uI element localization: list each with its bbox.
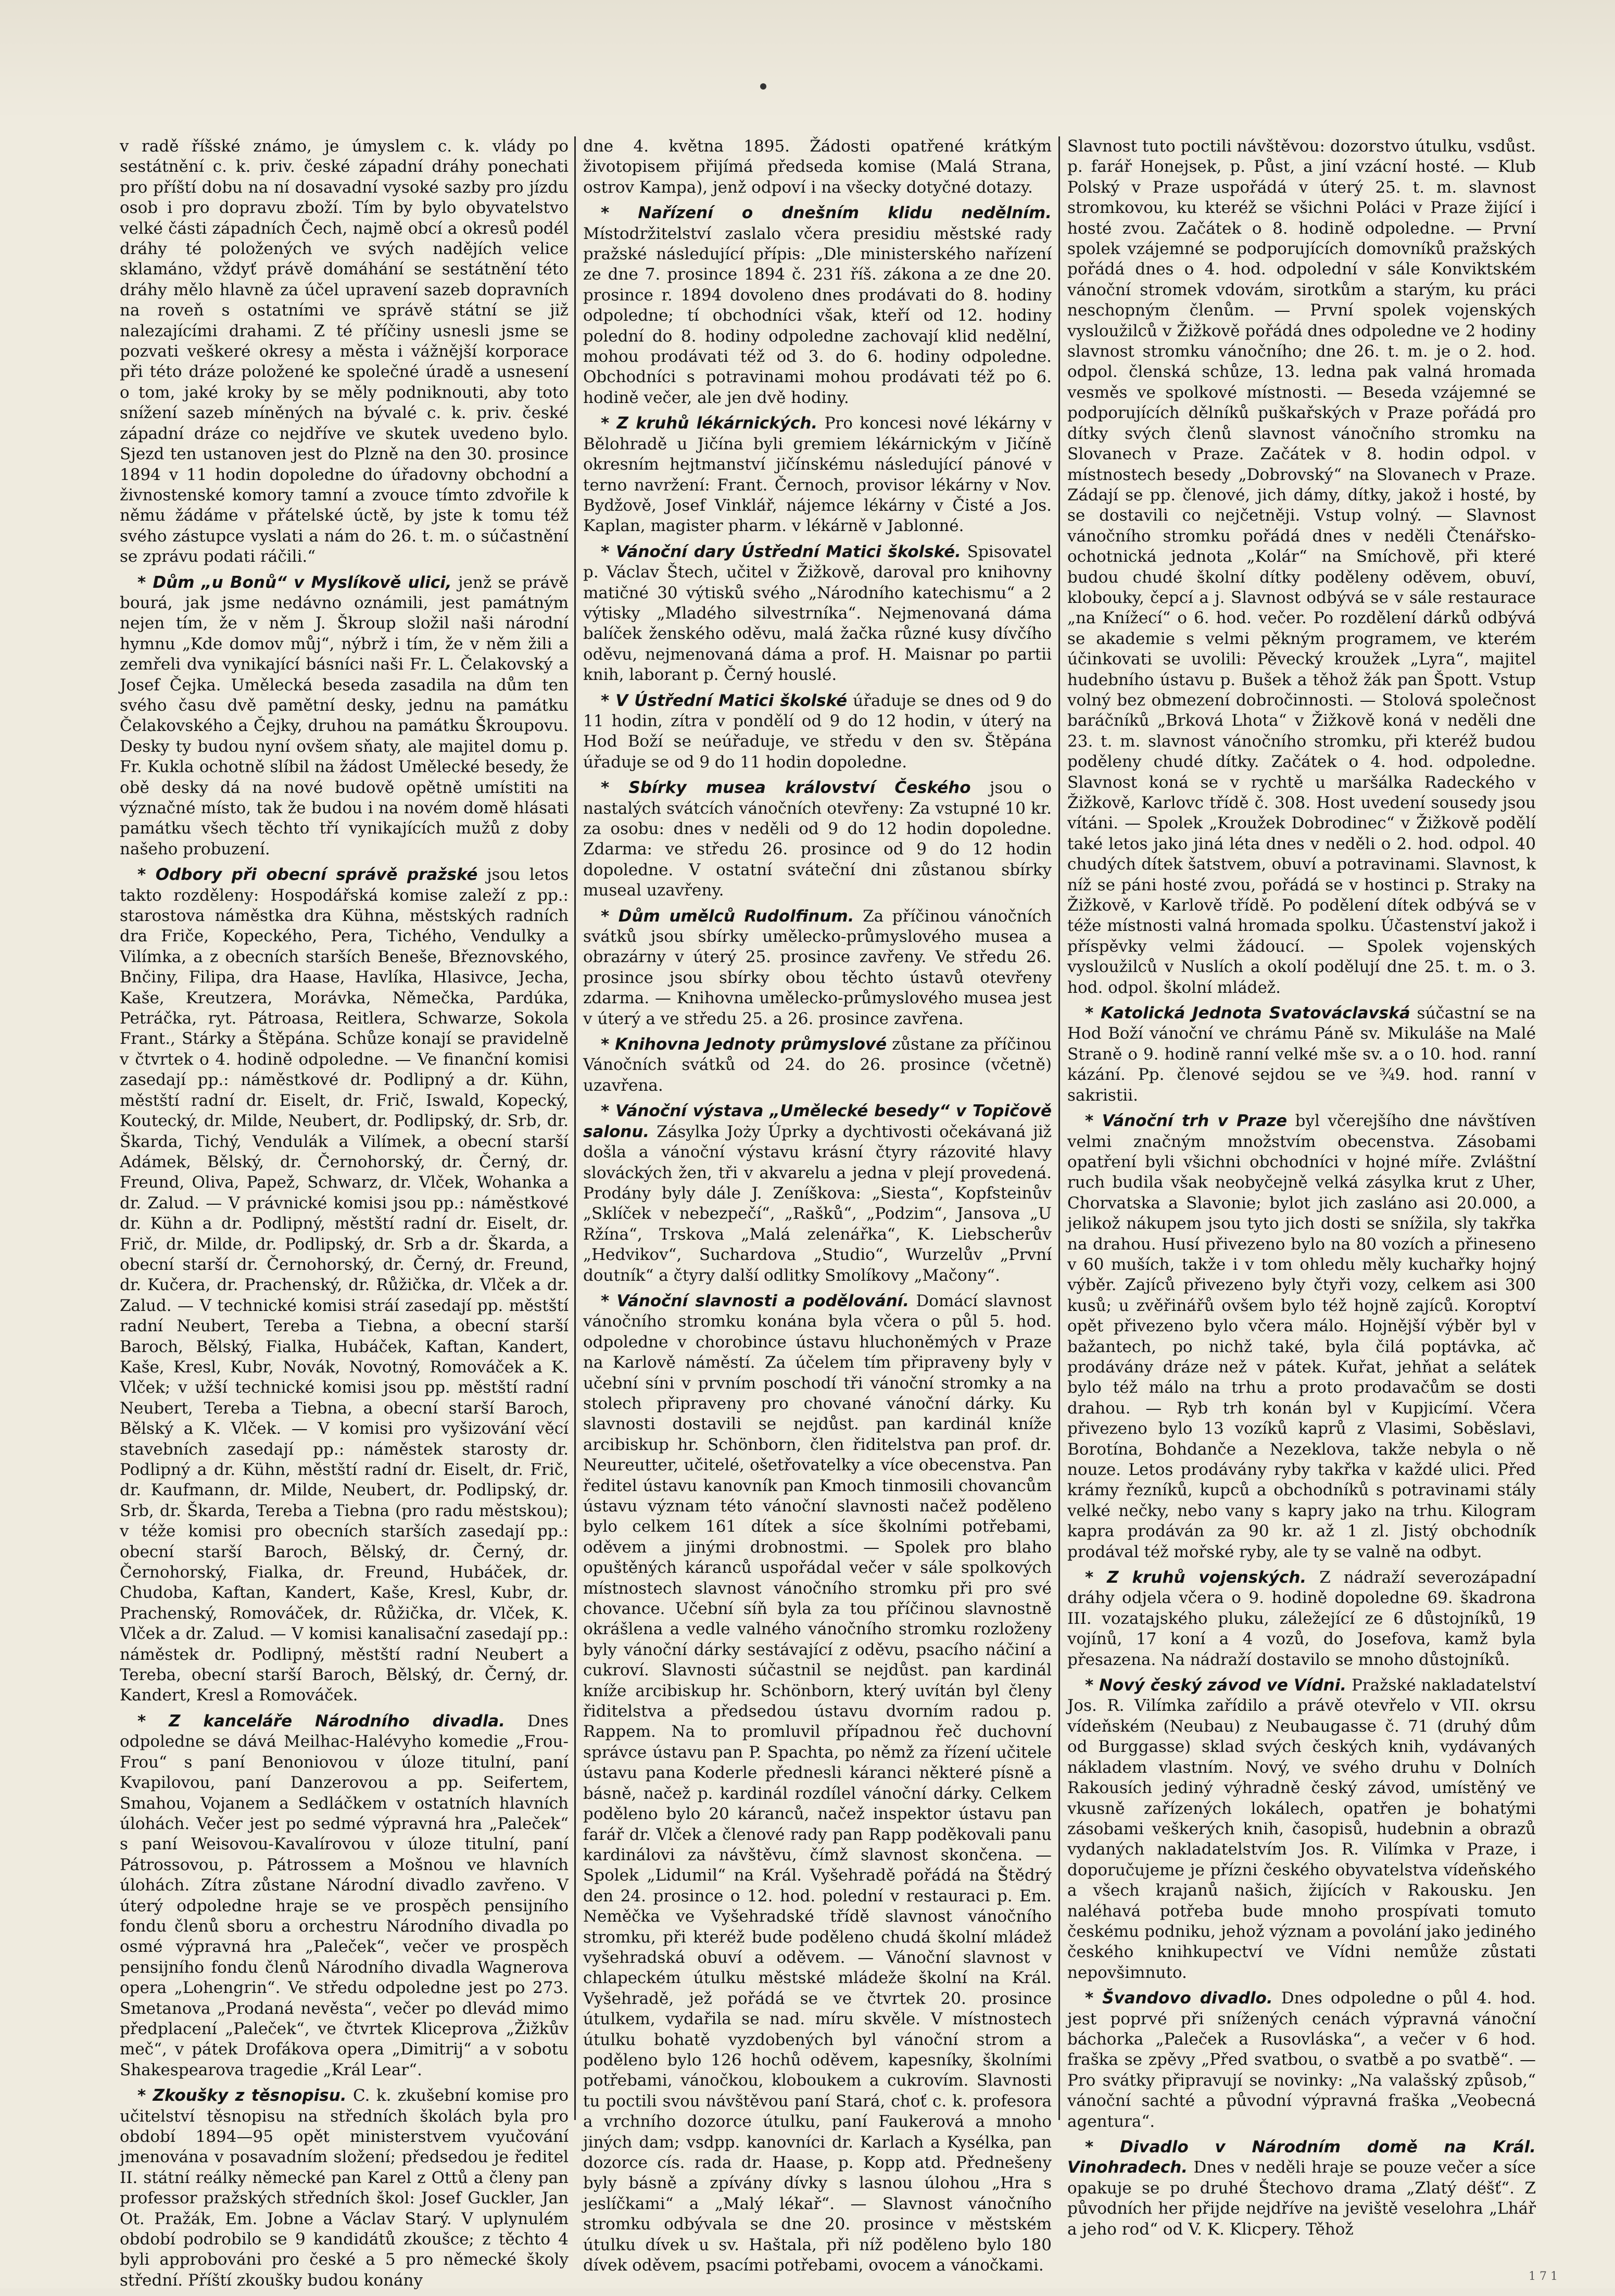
article: [120, 1711, 569, 2080]
article: [583, 778, 1052, 901]
article-heading: * Knihovna Jednoty průmyslové: [601, 1035, 887, 1054]
article-body: jsou letos takto rozděleny: Hospodářská komise zaleží z pp.: starostova náměstka dra Kühna, městských radních dra Friče, Kopeckého, Pera, Tichého, Vendulky a Vilímka, a z obecních starších Beneše, Březnovského, Bnčiny, Filipa, dra Haase, Havlíka, Hlasivce, Jecha, Kaše, Kreutzera, Morávka, Němečka, Pardúka, Petráčka, ryt. Pátroasa, Reitlera, Schwarze, Sokola Frant., Stárky a Štěpána. Schůze konají se pravidelně v čtvrtek o 4. hodině odpoledne. — Ve finanční komisi zasedají pp.: náměstkové dr. Podlipný a dr. Kühn, městští radní dr. Eiselt, dr. Frič, Iswald, Kopecký, Koutecký, dr. Milde, Neubert, dr. Podlipský, dr. Srb, dr. Škarda, Tichý, Vendulák a Vilímek, a obecní starší Adámek, Bělský, dr. Černohorský, dr. Černý, dr. Freund, Oliva, Papež, Schwarz, dr. Vlček, Wohanka a dr. Zalud. — V právnické komisi jsou pp.: náměstkové dr. Kühn a dr. Podlipný, městští radní dr. Eiselt, dr. Frič, dr. Milde, dr. Podlipský, dr. Srb a dr. Škarda, a obecní starší dr. Černohorský, dr. Černý, dr. Freund, dr. Kučera, dr. Prachenský, dr. Růžička, dr. Vlček a dr. Zalud. — V technické komisi stráí zasedají pp. městští radní Neubert, Tereba a Tiebna, a obecní starší Baroch, Bělský, Fialka, Hubáček, Kaftan, Kandert, Kaše, Kresl, Kubr, Novák, Novotný, Romováček a K. Vlček; v užší technické komisi jsou pp. městští radní Neubert, Tereba a Tiebna, a obecní starší Baroch, Bělský a K. Vlček. — V komisi pro vyšizování věcí stavebních zasedají pp.: náměstek starosty dr. Podlipný a dr. Kühn, městští radní dr. Eiselt, dr. Frič, dr. Kaufmann, dr. Milde, Neubert, dr. Podlipský, dr. Srb, dr. Škarda, Tereba a Tiebna (pro radu městskou); v téže komisi pro obecních starších zasedají pp.: obecní starší Baroch, Bělský, dr. Černý, dr. Černohorský, Fialka, dr. Freund, Hubáček, dr. Chudoba, Kaftan, Kandert, Kaše, Kresl, Kubr, dr. Prachenský, Romováček, dr. Růžička, dr. Vlček, K. Vlček a dr. Zalud. — V komisi kanalisační zasedají pp.: náměstek dr. Podlipný, městští radní Neubert a Tereba, obecní starší Baroch, Bělský, dr. Černý, dr. Kandert, Kresl a Romováček.: [120, 865, 569, 1705]
article: [583, 542, 1052, 686]
article-heading: * Švandovo divadlo.: [1085, 1989, 1273, 2008]
article-heading: * Divadlo v Národním domě na Král. Vinohradech.: [1067, 2138, 1536, 2177]
article: [583, 413, 1052, 536]
article-body: Zásylka Joży Úprky a dychtivosti očekávaná již došla a vánoční výstavu krásní čtyry rázovité hlavy slováckých žen, tři v akvarelu a jedna v plejí provedená. Prodány byly dále J. Zeníškova: „Siesta“, Kopfsteinův „Sklíček v nebezpečí“, „Rašků“, „Podzim“, Jansova „U Ržína“, Trskova „Malá zelenářka“, K. Liebscherův „Hedvikov“, Suchardova „Studio“, Wurzelův „První doutník“ a čtyry další odlitky Smolíkovy „Mačony“.: [583, 1122, 1052, 1285]
article: [120, 573, 569, 860]
article-body: úřaduje se dnes od 9 do 11 hodin, zítra v pondělí od 9 do 12 hodin, v úterý na Hod Boží se neúřaduje, ve středu v den sv. Štěpána úřaduje se od 9 do 11 hodin dopoledne.: [583, 691, 1052, 772]
article-heading: * Dům umělců Rudolfinum.: [601, 906, 854, 926]
article-body: byl včerejšího dne návštíven velmi značným množstvím obecenstva. Zásobami opatření byli všichni obchodníci v hojné míře. Zvláštní ruch budila však neobyčejně velká zásylka krut z Uher, Chorvatska a Slavonie; bylot jich zasláno asi 20.000, a jelikož nákupem jsou tyto jich dosti se snížila, sly takřka na drahou. Husí přivezeno bylo na 80 vozích a přineseno v 60 muších, takže i v tom ohledu měly kuchařky hojný výběr. Zajíců přivezeno byly čtyři vozy, celkem asi 300 kusů; u zvěřinářů ovšem bylo též hojně zajíců. Koroptví opět přivezeno bylo včera málo. Hojnější výběr byl v bažantech, po nichž také, byla čilá poptávka, ač prodávány dráze než v pátek. Kuřat, jehňat a selátek bylo též málo na trhu a proto prodavačům se dosti drahou. — Ryb trh konán byl v Kupjicímí. Včera přivezeno bylo 13 vozíků kaprů z Vlasimi, Soběslavi, Borotína, Bohdanče a Nezeklova, takže nebyla o ně nouze. Letos prodávány ryby takřka v každé ulici. Před krámy řezníků, kupců a obchodníků s potravinami stály velké nečky, nebo vany s kapry jako na trhu. Kilogram kapra prodáván za 90 kr. až 1 zl. Jistý obchodník prodával též mořské ryby, ale ty se valně na odbyt.: [1067, 1112, 1536, 1561]
article-paragraph: Slavnost tuto poctili návštěvou: dozorstvo útulku, vsdůst. p. farář Honejsek, p. Půst, a jiní vzácní hosté. — Klub Polský v Praze uspořádá v úterý 25. t. m. slavnost stromkovou, ku kteréž se všichni Poláci v Praze žijící i hosté zvou. Začátek o 8. hodině odpoledne. — První spolek vzájemné se podporujících domovníků pražských pořádá dnes o 4. hod. odpolední v sále Konviktském vánoční stromek vdovám, sirotkům a starým, ku práci neschopným členům. — První spolek vojenských vysloužilců v Žižkově pořádá dnes odpoledne ve 2 hodiny slavnost stromku vánočního; dne 26. t. m. je o 2. hod. odpol. členská schůze, 13. ledna pak valná hromada vesměs ve spolkové místnosti. — Beseda vzájemné se podporujících dělníků puškařských v Praze pořádá pro dítky svých členů slavnost vánočního stromku na Slovanech v Praze. Začátek v 8. hodin odpol. v místnostech besedy „Dobrovský“ na Slovanech v Praze. Zádají se pp. členové, jich dámy, dítky, jakož i hosté, by se dostavili co nejčetněji. Vstup volný. — Slavnost vánočního stromku pořádá dnes v neděli Čtenářsko-ochotnická jednota „Kolár“ na Smíchově, při které budou chudé školní dítky poděleny oděvem, obuví, klobouky, čepcí a j. Slavnost odbývá se v sále restaurace „na Knížecí“ o 6. hod. večer. Po rozdělení dárků odbývá se akademie s velmi pěkným programem, ve kterém účinkovati se uvolili: Pěvecký kroužek „Lyra“, majitel hudebního ústavu p. Bušek a těhož žák pan Špott. Vstup volný bez obmezení dobročinnosti. — Stolová společnost baráčníků „Brková Lhota“ v Žižkově koná v neděli dne 23. t. m. slavnost vánočního stromku, při kteréž budou poděleny chudé dítky. Začátek o 4. hod. odpoledne. Slavnost koná se v rychtě u maršálka Radeckého v Žižkově, Karlovc třídě č. 308. Host uvedení sousedy jsou vítáni. — Spolek „Kroužek Dobrodinec“ v Žižkově podělí také letos jako jiná léta dnes v neděli o 2. hod. odpol. 40 chudých dítek šatstvem, obuví a potravinami. Slavnost, k níž se páni hosté zvou, pořádá se v hostinci p. Straky na Žižkově, v Karlově třídě. Po podělení dítek odbývá se v téže místnosti valná hromada spolku. Účastenství jakož i příspěvky velmi žádoucí. — Spolek vojenských vysloužilců v Nuslích a okolí podělují dne 25. t. m. o 3. hod. odpol. školní mládež.: [1067, 137, 1536, 997]
article-body: Domácí slavnost vánočního stromku konána byla včera o půl 5. hod. odpoledne v chorobince ústavu hluchoněmých v Praze na Karlově náměstí. Za účelem tím připraveny byly v učební síni v prvním poschodí tři vánoční stromky a na stolech připraveny pro chované vánoční dárky. Ku slavnosti dostavili se nejdůst. pan kardinál kníže arcibiskup hr. Schönborn, člen řiditelstva pan prof. dr. Neureutter, učitelé, ošetřovatelky a více obecenstva. Pan ředitel ústavu kanovník pan Kmoch tinmosili chovancům ústavu význam této vánoční slavnosti načež poděleno bylo celkem 161 dítek a síce školními potřebami, oděvem a jinými drobnostmi. — Spolek pro blaho opuštěných káranců uspořádal večer v sále spolkových místnostech slavnost vánočního stromku při pro své chovance. Učební síň byla za tou příčinou slavnostně okrášlena a vedle valného vánočního stromku rozloženy byly vánoční dárky sestávající z oděvu, psacího náčiní a cukroví. Slavnosti súčastnil se nejdůst. pan kardinál kníže arcibiskup hr. Schönborn, který uvítán byl členy řiditelstva a předsedou ústavu dvorním radou p. Rappem. Na to promluvil případnou řeč duchovní správce ústavu pan P. Spachta, po němž za řízení učitele ústavu pana Koderle přednesli káranci některé písně a básně, načež p. kardinál rozdílel vánoční dárky. Celkem poděleno bylo 20 káranců, načež inspektor ústavu pan farář dr. Vlček a členové rady pan Rapp poděkovali panu kardinálovi za návštěvu, čímž slavnost skončena. — Spolek „Lidumil“ na Král. Vyšehradě pořádá na Štědrý den 24. prosince o 12. hod. polední v restauraci p. Em. Neměčka ve Vyšehradské třídě slavnost vánočního stromku, při kteréž bude poděleno chudá školní mládež vyšehradská obuví a oděvem. — Vánoční slavnost v chlapeckém útulku městské mládeže školní na Král. Vyšehradě, jež pořádá se ve čtvrtek 20. prosince útulkem, vydařila se nad. míru skvěle. V místnostech útulku bohatě vyzdobených byl vánoční strom a poděleno bylo 126 hochů oděvem, kapesníky, školními potřebami, vánočkou, kloboukem a cukrovím. Slavnosti tu poctili svou návštěvou paní Stará, choť c. k. profesora a vrchního dozorce útulku, paní Faukerová a mnoho jiných dam; vsdpp. kanovníci dr. Karlach a Kysélka, pan dozorce cís. rada dr. Haase, p. Kopp atd. Přednešeny byly básně a zpívány dívky s lasnou úlohou „Hra s jeslíčkami“ a „Malý lékař“. — Slavnost vánočního stromku odbývala se dne 20. prosince v městském útulku dívek u sv. Haštala, při níž poděleno bylo 180 dívek oděvem, psacími potřebami, ovocem a vánočkami.: [583, 1291, 1052, 2275]
article-body: C. k. zkušební komise pro učitelství těsnopisu na středních školách byla pro období 1894—95 opět ministerstvem vyučování jmenována v posavadním složení; předsedou je ředitel II. státní reálky německé pan Karel z Ottů a členy pan professor pražských středních škol: Josef Guckler, Jan Ot. Pražák, Em. Jobne a Václav Starý. V uplynulém období podrobilo se 9 kandidátů zkoušce; z těchto 4 byli approbováni pro české a 5 pro německé školy střední. Příští zkoušky budou konány: [120, 2086, 569, 2290]
article-body: Z nádraží severozápadní dráhy odjela včera o 9. hodině dopoledne 69. škadrona III. vozatajského pluku, záležející ze 6 důstojníků, 19 vojínů, 17 koní a 4 vozů, do Josefova, kamž byla přesazena. Na nádraží dostavilo se mnoho důstojníků.: [1067, 1568, 1536, 1669]
article: [1067, 1568, 1536, 1670]
column-middle: [583, 136, 1052, 2281]
article: [583, 691, 1052, 773]
article-paragraph: v radě říšské známo, je úmyslem c. k. vlády po sestátnění c. k. priv. české západní dráhy ponechati pro příští dobu na ní dosavadní vysoké sazby pro jízdu osob i pro dopravu zboží. Tím by bylo obyvatelstvo velké části západních Čech, najmě obcí a okresů podél dráhy té položených ve svých nadějích velice sklamáno, vždyť právě domáhání se sestátnění této dráhy mělo hlavně za účel upravení sazeb dopravních na roveň s ostatními ve správě státní se již nalezajícími drahami. Z té příčiny usnesli jsme se pozvati veškeré okresy a města i vážnější korporace při této dráze položené ke společné úradě a usnesení o tom, jaké kroky by se měly podniknouti, aby toto snížení sazeb míněných na bývalé c. k. priv. české západní dráze co nejdříve ve skutek uvedeno bylo. Sjezd ten ustanoven jest do Plzně na den 30. prosince 1894 v 11 hodin dopoledne do úřadovny obchodní a živnostenské komory tamní a zvouce tímto zdvořile k němu žádáme v přátelské úctě, by jste k tomu též svého zástupce vyslati a nám do 26. t. m. o súčastnění se zprávu podati ráčili.“: [120, 137, 569, 566]
article: [1067, 1003, 1536, 1106]
article-body: Místodržitelství zaslalo včera presidiu městské rady pražské následující přípis: „Dle ministerského nařízení ze dne 7. prosince 1894 č. 231 říš. zákona a ze dne 20. prosince r. 1894 dovoleno dnes prodávati do 8. hodiny odpoledne; tí obchodníci však, kteří od 12. hodiny polední do 8. hodiny odpoledne zachovají klid nedělní, mohou prodávati též od 3. do 6. hodiny odpoledne. Obchodníci s potravinami mohou prodávati též po 6. hodině večer, ale jen dvě hodiny.: [583, 224, 1052, 407]
article: [583, 1291, 1052, 2276]
column-right: [1067, 136, 1536, 2245]
article-heading: * Odbory při obecní správě pražské: [137, 865, 478, 885]
article: [1067, 2137, 1536, 2240]
article: [583, 203, 1052, 408]
article-heading: * Z kruhů vojenských.: [1085, 1568, 1307, 1587]
article-body: Dnes odpoledne o půl 4. hod. jest poprvé při snížených cenách výpravná vánoční báchorka „Paleček a Rusovláska“, a večer v 6 hod. fraška se zpěvy „Před svatbou, o svatbě a po svatbě“. — Pro svátky připravují se novinky: „Na valašský způsob,“ vánoční sachté a původní výpravná fraška „Veobecná agentura“.: [1067, 1989, 1536, 2131]
column-rule: [574, 136, 576, 2120]
article: [583, 1035, 1052, 1096]
article-body: Dnes odpoledne se dává Meilhac-Halévyho komedie „Frou-Frou“ s paní Benoniovou v úloze titulní, paní Kvapilovou, paní Danzerovou a pp. Seifertem, Smahou, Vojanem a Sedláčkem v ostatních hlavních úlohách. Večer jest po sedmé výpravná hra „Paleček“ s paní Weisovou-Kavalírovou v úloze titulní, paní Pátrossovou, p. Pátrossem a Mošnou ve hlavních úlohách. Zítra zůstane Národní divadlo zavřeno. V úterý odpoledne hraje se ve prospěch pensijního fondu členů sboru a orchestru Národního divadla po osmé výpravná hra „Paleček“, večer ve prospěch pensijního fondu členů Národního divadla Wagnerova opera „Lohengrin“. Ve středu odpoledne jest po 273. Smetanova „Prodaná nevěsta“, večer po dlevád mimo předplacení „Paleček“, ve čtvrtek Kliceprova „Žižkův meč“, v pátek Drofákova opera „Dimitrij“ a v sobotu Shakespearova tragedie „Král Lear“.: [120, 1711, 569, 2079]
article-body: Pražské nakladatelství Jos. R. Vilímka zařídilo a právě otevřelo v VII. okrsu vídeňském (Neubau) z Neubaugasse č. 71 (druhý dům od Burggasse) sklad svých českých knih, vydávaných nákladem vlastním. Nový, ve svého druhu v Dolních Rakousích jediný výhradně český závod, umístěný ve vkusně zařízených lokálech, opatřen je bohatými zásobami veškerých knih, časopisů, hudebnin a obrazů vydaných nakladatelstvím Jos. R. Vilímka v Praze, i doporučujeme je přízni českého obyvatelstva vídeňského a všech krajanů našich, žijících v Rakousku. Jen naléhavá potřeba bude mnoho prospívati tomuto českému podniku, jehož význam a povolání jako jediného českého knihkupectví ve Vídni nemůže zůstati nepovšimnuto.: [1067, 1676, 1536, 1982]
article-heading: * Katolická Jednota Svatováclavská: [1085, 1004, 1410, 1023]
article: [120, 2086, 569, 2291]
article-heading: * Nový český závod ve Vídni.: [1085, 1676, 1347, 1695]
article-paragraph: dne 4. května 1895. Žádosti opatřené krátkým životopisem přijímá předseda komise (Malá Strana, ostrov Kampa), jenž odpoví i na všecky dotyčné dotazy.: [583, 137, 1052, 197]
article-body: Dnes v neděli hraje se pouze večer a síce opakuje se po druhé Štechovo drama „Zlatý déšť“. Z původních her přijde nejdříve na jeviště veselohra „Lhář a jeho rod“ od V. K. Klicpery. Těhož: [1067, 2158, 1536, 2239]
article-heading: * V Ústřední Matici školské: [601, 691, 848, 710]
article-body: jenž se právě bourá, jak jsme nedávno oznámili, jest památným nejen tím, že v něm J. Škroup složil naši národní hymnu „Kde domov můj“, nýbrž i tím, že v něm žili a zemřeli dva vynikající básníci naši Fr. L. Čelakovský a Josef Čejka. Umělecká beseda zasadila na dům ten svého času dvě pamětní desky, jednu na památku Čelakovského a Čejky, druhou na památku Škroupovu. Desky ty budou nyní ovšem sňaty, ale majitel domu p. Fr. Kukla ochotně slíbil na žádost Umělecké besedy, že obě desky dá na nové budově opětně umístiti na význačné místo, tak že budou i na novém domě hlásati památku všech těchto tří vynikajících mužů z doby našeho probuzení.: [120, 573, 569, 859]
print-mark: 1 7 1: [1529, 2270, 1558, 2283]
article: [1067, 1675, 1536, 1983]
article-body: Za příčinou vánočních svátků jsou sbírky umělecko-průmyslového musea a obrazárny v úterý 25. prosince zavřeny. Ve středu 26. prosince jsou sbírky obou těchto ústavů otevřeny zdarma. — Knihovna umělecko-průmyslového musea jest v úterý a ve středu 25. a 26. prosince zavřena.: [583, 906, 1052, 1028]
article-heading: * Zkoušky z těsnopisu.: [137, 2086, 347, 2105]
article-heading: * Dům „u Bonů“ v Myslíkově ulici,: [137, 573, 452, 592]
article-heading: * Vánoční dary Ústřední Matici školské.: [601, 542, 961, 561]
article-body: Pro koncesi nové lékárny v Bělohradě u Jičína byli gremiem lékárnickým v Jičíně okresním hejtmanství jičínskému následující pánové v terno navržení: Frant. Černoch, provisor lékárny v Nov. Bydžově, Josef Vinklář, nájemce lékárny v Čisté a Jos. Kaplan, magister pharm. v lékárně v Jablonné.: [583, 414, 1052, 536]
print-dot: [760, 83, 766, 90]
page-top-margin: [0, 0, 1615, 120]
article-heading: * Z kanceláře Národního divadla.: [137, 1711, 506, 1731]
article-body: Spisovatel p. Václav Štech, učitel v Žižkově, daroval pro knihovny matičné 30 výtisků svého „Národního katechismu“ a 2 výtisky „Mladého silvestrníka“. Nejmenovaná dáma balíček ženského oděvu, malá žačka různé kusy dívčího oděvu, nejmenovaná dáma a prof. H. Maisnar po partii knih, laborant p. Černý houslé.: [583, 542, 1052, 685]
article: [1067, 1111, 1536, 1562]
article: [583, 906, 1052, 1029]
article: [1067, 1988, 1536, 2132]
article-heading: * Vánoční výstava „Umělecké besedy“ v Topičově salonu.: [583, 1102, 1052, 1141]
article-heading: * Z kruhů lékárnických.: [601, 414, 818, 433]
article-body: zůstane za příčinou Vánočních svátků od 24. do 26. prosince (včetně) uzavřena.: [583, 1035, 1052, 1095]
article-heading: * Vánoční trh v Praze: [1085, 1112, 1288, 1131]
column-left: [120, 136, 569, 2296]
article-body: jsou o nastalých svátcích vánočních otevřeny: Za vstupné 10 kr. za osobu: dnes v neděli od 9 do 12 hodin dopoledne. Zdarma: ve středu 26. prosince od 9 do 12 hodin dopoledne. V ostatní sváteční dni zůstanou sbírky museal uzavřeny.: [583, 778, 1052, 900]
article: [120, 865, 569, 1706]
article: [583, 1101, 1052, 1286]
article-body: súčastní se na Hod Boží vánoční ve chrámu Páně sv. Mikuláše na Malé Straně o 9. hodině ranní velké mše sv. a o 10. hod. ranní kázání. Pp. členové sejdou se ve ¾9. hod. ranní v sakristii.: [1067, 1004, 1536, 1105]
article-heading: * Sbírky musea království Českého: [601, 778, 971, 798]
column-rule: [1058, 136, 1060, 2120]
article-heading: * Nařízení o dnešním klidu nedělním.: [601, 204, 1052, 223]
article-heading: * Vánoční slavnosti a podělování.: [601, 1291, 910, 1310]
